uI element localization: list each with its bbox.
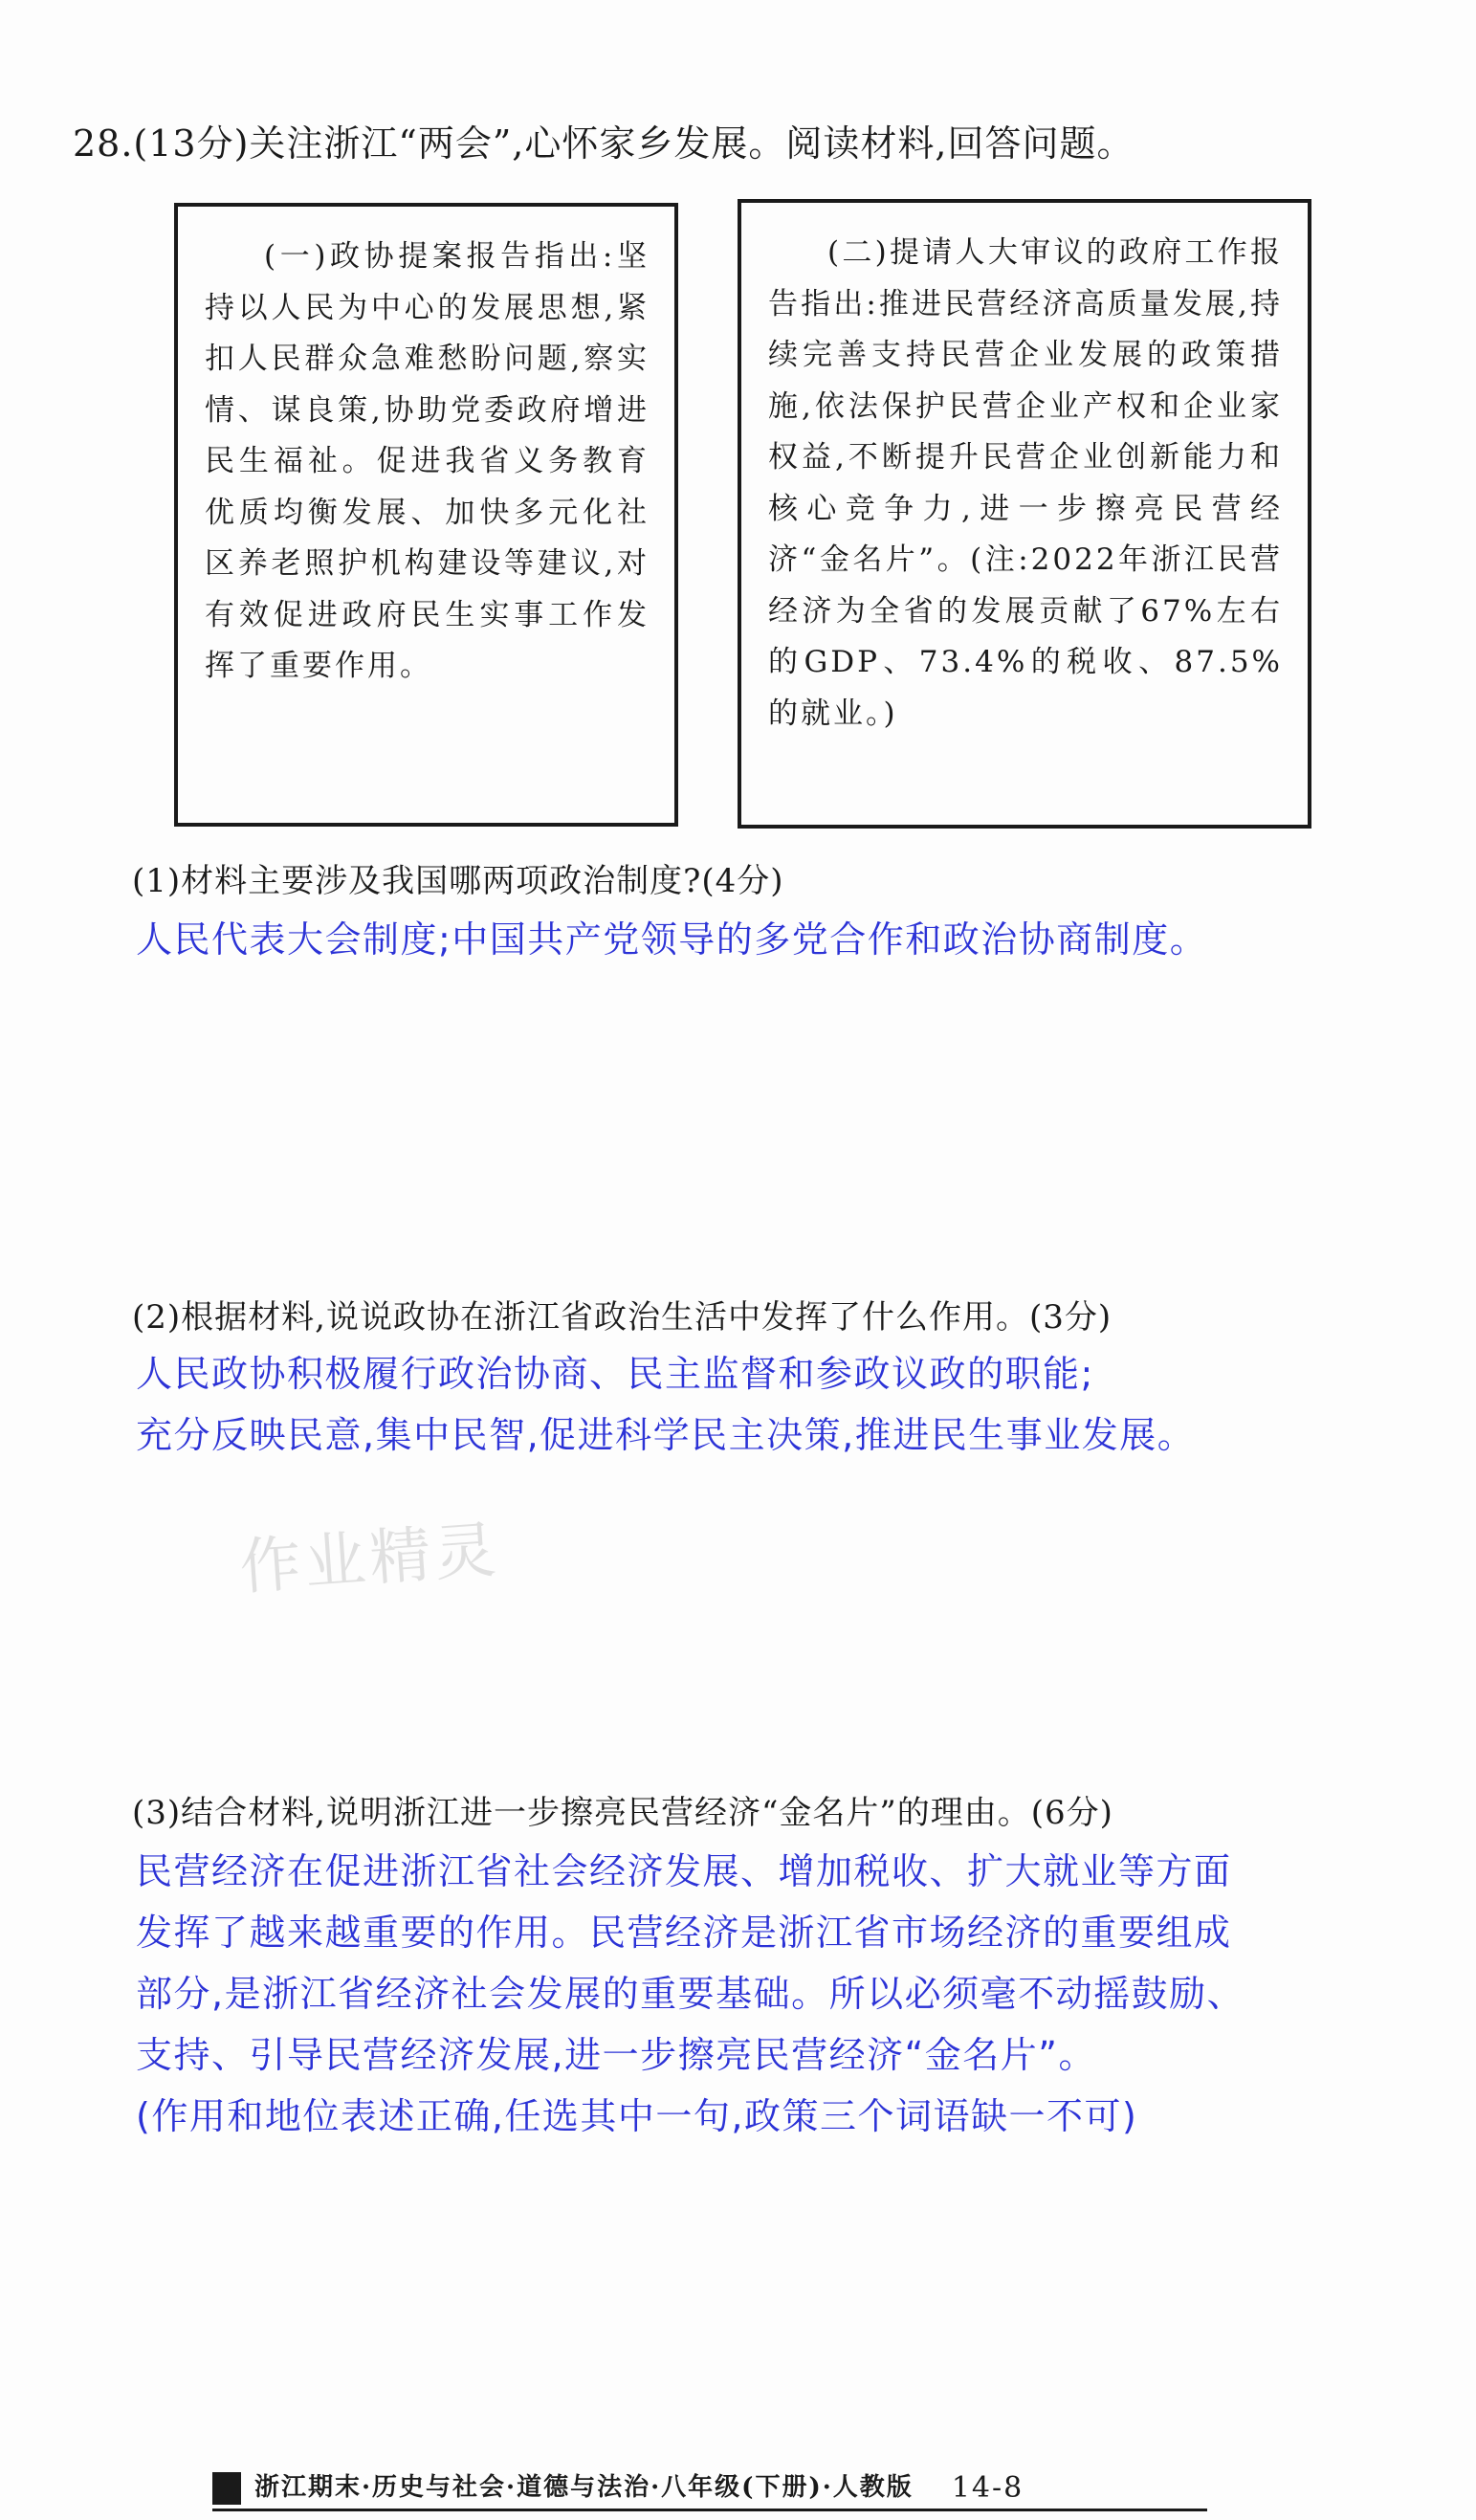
footer-square-icon (212, 2472, 241, 2505)
answer-3-line: 发挥了越来越重要的作用。民营经济是浙江省市场经济的重要组成 (136, 1912, 1232, 1954)
answer-3-note: (作用和地位表述正确,任选其中一句,政策三个词语缺一不可) (136, 2095, 1138, 2137)
answer-2 (136, 1343, 1418, 1466)
page-footer (212, 2459, 1207, 2511)
sub-question-3: (3)结合材料,说明浙江进一步擦亮民营经济“金名片”的理由。(6分) (132, 1794, 1113, 1832)
answer-2-line: 充分反映民意,集中民智,促进科学民主决策,推进民生事业发展。 (136, 1414, 1196, 1456)
footer-book-title: 浙江期末·历史与社会·道德与法治·八年级(下册)·人教版 (254, 2473, 914, 2502)
material-two-text: (二)提请人大审议的政府工作报告指出:推进民营经济高质量发展,持续完善支持民营企业发展的政策措施,依法保护民营企业产权和企业家权益,不断提升民营企业创新能力和核心竞争力,进一步擦亮民营经济“金名片”。(注:2022年浙江民营经济为全省的发展贡献了67%左右的GDP、73.4%的税收、87.5%的就业。) (768, 235, 1283, 731)
material-one-text: (一)政协提案报告指出:坚持以人民为中心的发展思想,紧扣人民群众急难愁盼问题,察实情、谋良策,协助党委政府增进民生福祉。促进我省义务教育优质均衡发展、加快多元化社区养老照护机构建设等建议,对有效促进政府民生实事工作发挥了重要作用。 (205, 239, 650, 683)
answer-3-line: 民营经济在促进浙江省社会经济发展、增加税收、扩大就业等方面 (136, 1850, 1232, 1892)
sub-question-2: (2)根据材料,说说政协在浙江省政治生活中发挥了什么作用。(3分) (132, 1298, 1113, 1337)
answer-3-line: 部分,是浙江省经济社会发展的重要基础。所以必须毫不动摇鼓励、 (136, 1973, 1245, 2015)
watermark-logo: 作业精灵 (237, 1514, 502, 1604)
answer-1 (136, 909, 1418, 970)
footer-page-number: 14-8 (951, 2471, 1024, 2505)
sub-question-1: (1)材料主要涉及我国哪两项政治制度?(4分) (132, 862, 784, 900)
question-title: 28.(13分)关注浙江“两会”,心怀家乡发展。阅读材料,回答问题。 (73, 122, 1135, 165)
material-box-one (174, 203, 678, 827)
material-box-two (738, 199, 1311, 829)
answer-3-line: 支持、引导民营经济发展,进一步擦亮民营经济“金名片”。 (136, 2034, 1096, 2076)
answer-1-line: 人民代表大会制度;中国共产党领导的多党合作和政治协商制度。 (136, 918, 1208, 961)
answer-3 (136, 1841, 1418, 2147)
answer-2-line: 人民政协积极履行政治协商、民主监督和参政议政的职能; (136, 1353, 1094, 1395)
